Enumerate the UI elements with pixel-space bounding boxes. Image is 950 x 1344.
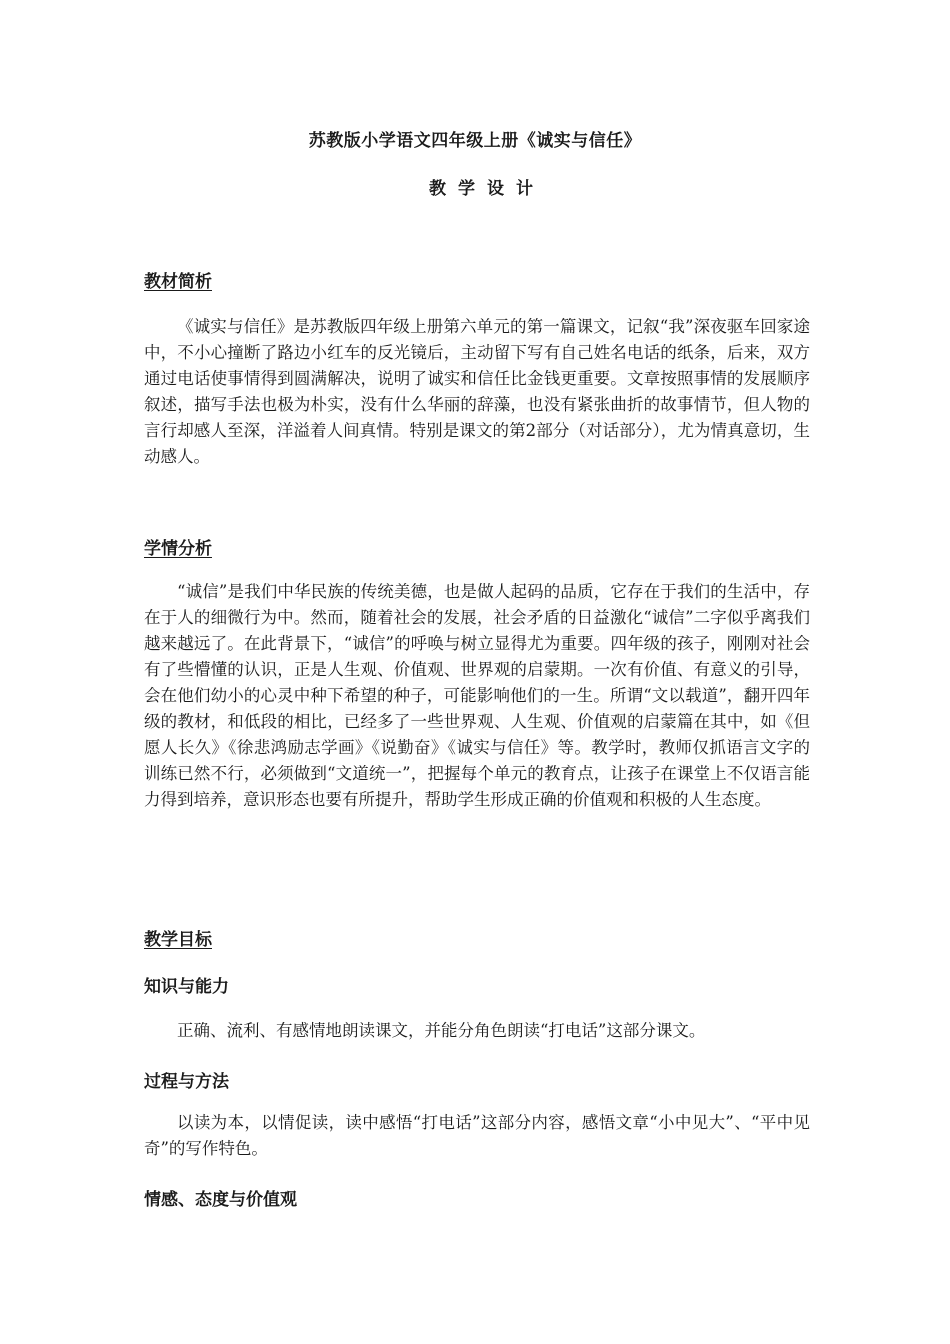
document-title: 苏教版小学语文四年级上册《诚实与信任》 bbox=[308, 131, 642, 151]
section-paragraph-textbook-analysis: 《诚实与信任》是苏教版四年级上册第六单元的第一篇课文，记叙“我”深夜驱车回家途中，不小心撞断了路边小红车的反光镜后，主动留下写有自己姓名电话的纸条，后来，双方通过电话使事情得到圆满解决，说明了诚实和信任比金钱更重要。文章按照事情的发展顺序叙述，描写手法也极为朴实，没有什么华丽的辞藻，也没有紧张曲折的故事情节，但人物的言行却感人至深，洋溢着人间真情。特别是课文的第2部分（对话部分），尤为情真意切，生动感人。 bbox=[144, 317, 810, 466]
section-heading-textbook-analysis: 教材简析 bbox=[144, 272, 212, 292]
subsection-heading-emotion-values: 情感、态度与价值观 bbox=[144, 1190, 297, 1210]
subsection-paragraph-knowledge-ability: 正确、流利、有感情地朗读课文，并能分角色朗读“打电话”这部分课文。 bbox=[177, 1021, 706, 1040]
subsection-heading-process-method: 过程与方法 bbox=[144, 1072, 229, 1092]
document-subtitle: 教学设计 bbox=[429, 179, 545, 199]
section-heading-student-analysis: 学情分析 bbox=[144, 539, 212, 559]
subsection-paragraph-process-method: 以读为本，以情促读，读中感悟“打电话”这部分内容，感悟文章“小中见大”、“平中见奇”的写作特色。 bbox=[144, 1113, 810, 1158]
section-heading-teaching-objectives: 教学目标 bbox=[144, 930, 212, 950]
section-paragraph-student-analysis: “诚信”是我们中华民族的传统美德，也是做人起码的品质，它存在于我们的生活中，存在于人的细微行为中。然而，随着社会的发展，社会矛盾的日益激化“诚信”二字似乎离我们越来越远了。在此背景下，“诚信”的呼唤与树立显得尤为重要。四年级的孩子，刚刚对社会有了些懵懂的认识，正是人生观、价值观、世界观的启蒙期。一次有价值、有意义的引导，会在他们幼小的心灵中种下希望的种子，可能影响他们的一生。所谓“文以载道”，翻开四年级的教材，和低段的相比，已经多了一些世界观、人生观、价值观的启蒙篇在其中，如《但愿人长久》《徐悲鸿励志学画》《说勤奋》《诚实与信任》等。教学时，教师仅抓语言文字的训练已然不行，必须做到“文道统一”，把握每个单元的教育点，让孩子在课堂上不仅语言能力得到培养，意识形态也要有所提升，帮助学生形成正确的价值观和积极的人生态度。 bbox=[144, 582, 810, 809]
subsection-heading-knowledge-ability: 知识与能力 bbox=[144, 977, 229, 997]
